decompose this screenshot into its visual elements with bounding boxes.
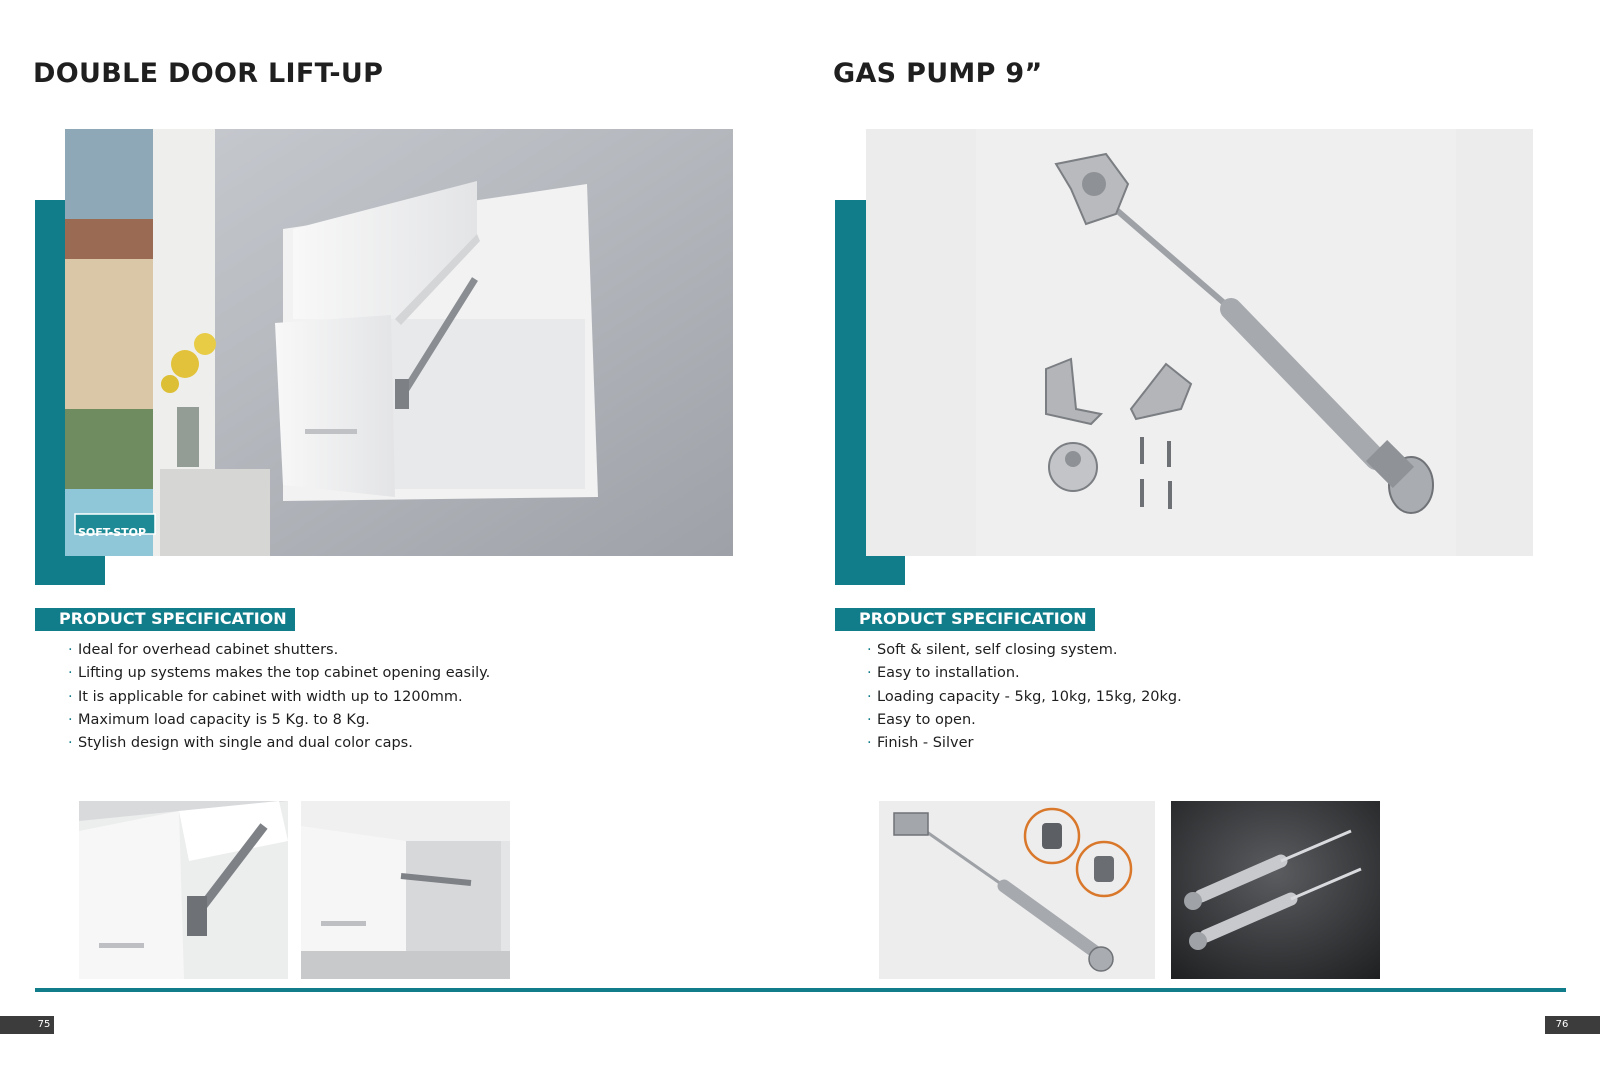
left-thumbnail-2: [301, 801, 510, 979]
bullet-dot-icon: ·: [68, 688, 73, 705]
bullet-dot-icon: ·: [867, 665, 872, 682]
soft-stop-badge: SOFT-STOP: [78, 526, 147, 539]
right-page-title: GAS PUMP 9”: [833, 58, 1043, 89]
right-main-photo: [866, 129, 1533, 556]
left-thumbnail-1: [79, 801, 288, 979]
bullet-dot-icon: ·: [867, 735, 872, 752]
list-item: · Lifting up systems makes the top cabinet opening easily.: [68, 662, 490, 685]
left-page-tag-bar: [0, 1016, 34, 1034]
bullet-dot-icon: ·: [867, 711, 872, 728]
right-page-tag-bar: [1579, 1016, 1600, 1034]
bullet-dot-icon: ·: [68, 735, 73, 752]
list-item: · Soft & silent, self closing system.: [867, 639, 1182, 662]
bullet-dot-icon: ·: [867, 642, 872, 658]
right-spec-heading: PRODUCT SPECIFICATION: [835, 608, 1095, 631]
right-thumbnail-1: [879, 801, 1155, 979]
bullet-dot-icon: ·: [68, 642, 73, 658]
bullet-dot-icon: ·: [68, 711, 73, 728]
bottom-rule: [35, 988, 1566, 992]
left-main-photo: [65, 129, 733, 556]
left-spec-list: [68, 639, 490, 755]
left-page-title: DOUBLE DOOR LIFT-UP: [33, 58, 384, 89]
list-item: · Finish - Silver: [867, 732, 1182, 755]
list-item: · Easy to open.: [867, 709, 1182, 732]
right-spec-list: [867, 639, 1182, 755]
list-item: · Maximum load capacity is 5 Kg. to 8 Kg.: [68, 709, 490, 732]
list-item: · Loading capacity - 5kg, 10kg, 15kg, 20kg.: [867, 686, 1182, 709]
bullet-dot-icon: ·: [867, 688, 872, 705]
list-item: · It is applicable for cabinet with width up to 1200mm.: [68, 686, 490, 709]
right-page-number: 76: [1545, 1016, 1579, 1034]
left-spec-heading: PRODUCT SPECIFICATION: [35, 608, 295, 631]
list-item: · Stylish design with single and dual color caps.: [68, 732, 490, 755]
left-page-number: 75: [34, 1016, 54, 1034]
list-item: · Easy to installation.: [867, 662, 1182, 685]
right-thumbnail-2: [1171, 801, 1380, 979]
list-item: · Ideal for overhead cabinet shutters.: [68, 639, 490, 662]
bullet-dot-icon: ·: [68, 665, 73, 682]
